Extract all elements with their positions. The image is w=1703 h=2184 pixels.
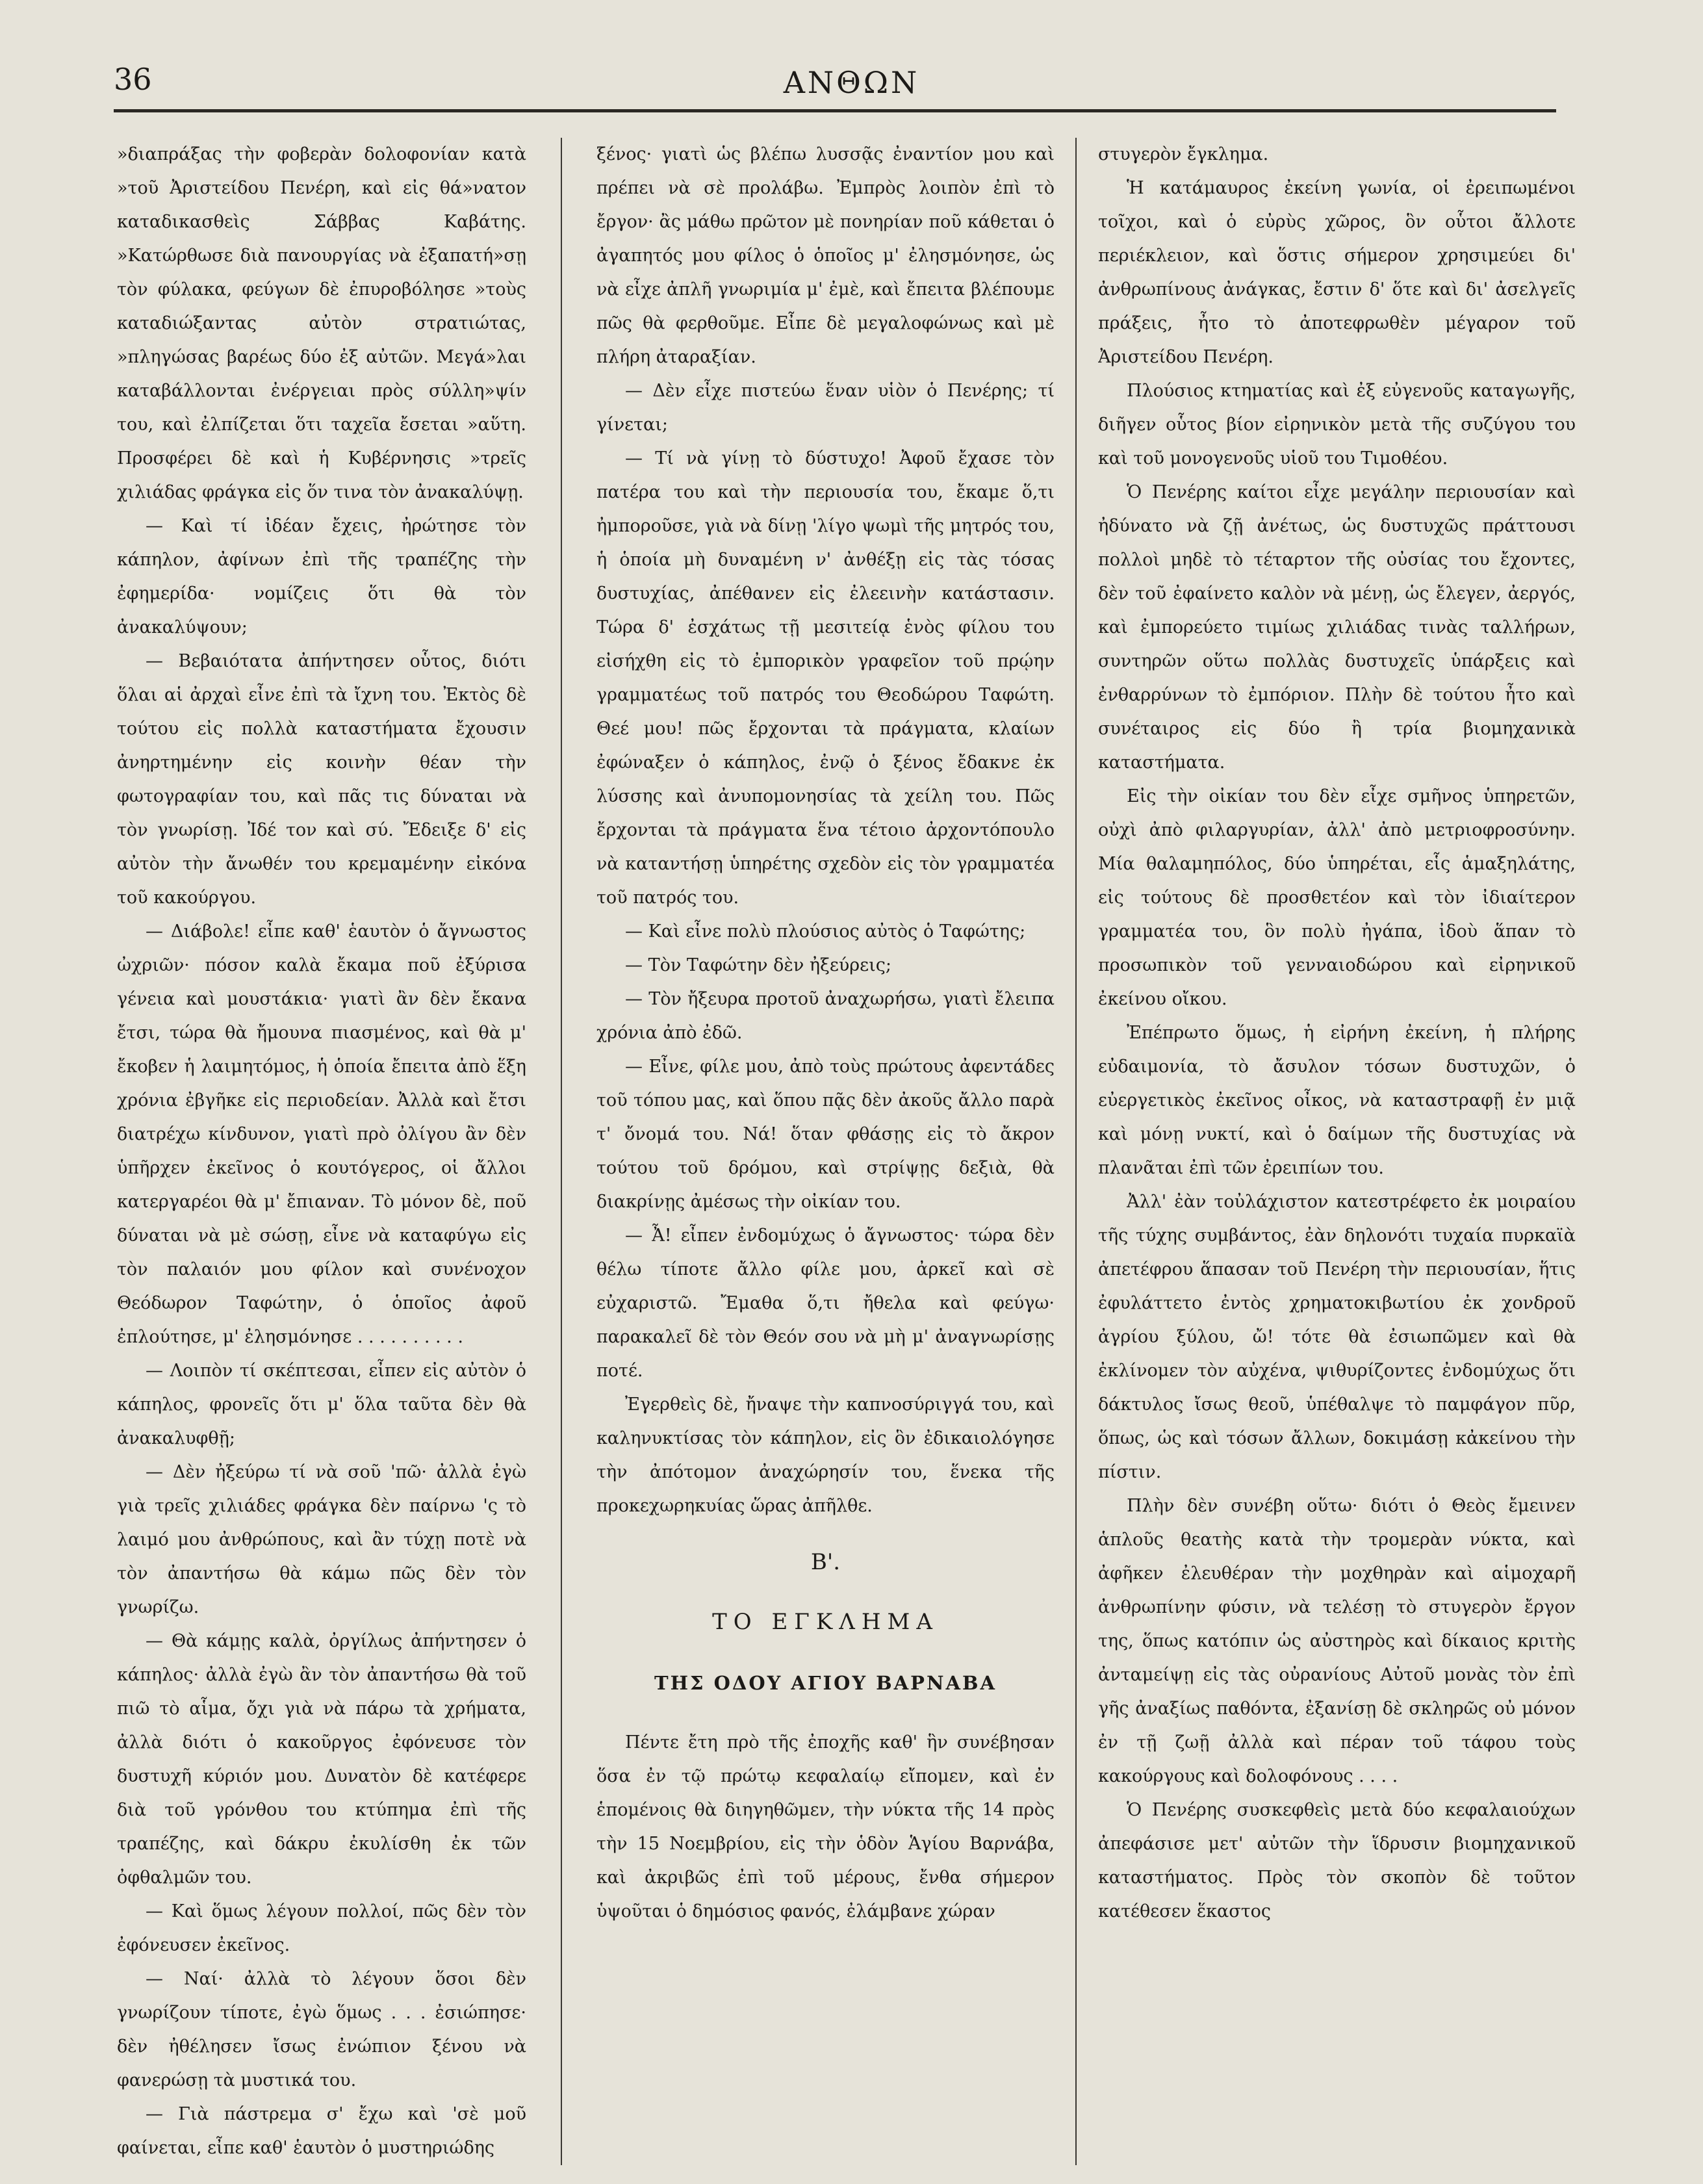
paragraph: — Θὰ κάμῃς καλὰ, ὀργίλως ἀπήντησεν ὁ κάπηλος· ἀλλὰ ἐγὼ ἂν τὸν ἀπαντήσω θὰ τοῦ πιῶ τὸ αἷμα, ὄχι γιὰ νὰ πάρω τὰ χρήματα, ἀλλὰ διότι ὁ κακοῦργος ἐφόνευσε τὸν δυστυχῆ κύριόν μου. Δυνατὸν δὲ κατέφερε διὰ τοῦ γρόνθου του κτύπημα ἐπὶ τῆς τραπέζης, καὶ δάκρυ ἐκυλίσθη ἐκ τῶν ὀφθαλμῶν του. <box>117 1631 526 1888</box>
paragraph: — Γιὰ πάστρεμα σ' ἔχω καὶ 'σὲ μοῦ φαίνεται, εἶπε καθ' ἑαυτὸν ὁ μυστηριώδης <box>117 2104 526 2158</box>
paragraph: — Τί νὰ γίνῃ τὸ δύστυχο! Ἀφοῦ ἔχασε τὸν πατέρα του καὶ τὴν περιουσία του, ἔκαμε ὅ,τι ἠμποροῦσε, γιὰ νὰ δίνῃ 'λίγο ψωμὶ τῆς μητρός του, ἡ ὁποία μὴ δυναμένη ν' ἀνθέξῃ εἰς τὰς τόσας δυστυχίας, ἀπέθανεν εἰς ἐλεεινὴν κατάστασιν. Τώρα δ' ἐσχάτως τῇ μεσιτείᾳ ἑνὸς φίλου του εἰσήχθη εἰς τὸ ἐμπορικὸν γραφεῖον τοῦ πρῴην γραμματέως τοῦ πατρός του Θεοδώρου Ταφώτη. Θεέ μου! πῶς ἔρχονται τὰ πράγματα, κλαίων ἐφώναξεν ὁ κάπηλος, ἐνῷ ὁ ξένος ἔδακνε ἐκ λύσσης καὶ ἀνυπομονησίας τὰ χείλη του. Πῶς ἔρχονται τὰ πράγματα ἕνα τέτοιο ἀρχοντόπουλο νὰ καταντήσῃ ὑπηρέτης σχεδὸν εἰς τὸν γραμματέα τοῦ πατρός του. <box>596 448 1055 908</box>
paragraph: Ἀλλ' ἐὰν τοὐλάχιστον κατεστρέφετο ἐκ μοιραίου τῆς τύχης συμβάντος, ἐὰν δηλονότι τυχαία πυρκαϊὰ ἀπετέφρου ἅπασαν τοῦ Πενέρη τὴν περιουσίαν, ἥτις ἐφυλάττετο ἐντὸς χρηματοκιβωτίου ἐκ χονδροῦ ἀγρίου ξύλου, ὤ! τότε θὰ ἐσιωπῶμεν καὶ θὰ ἐκλίνομεν τὸν αὐχένα, ψιθυρίζοντες ἐνδομύχως ὅτι δάκτυλος ἴσως θεοῦ, ὑπέθαλψε τὸ παμφάγον πῦρ, ὅπως, ὡς καὶ τόσων ἄλλων, δοκιμάσῃ κἀκείνου τὴν πίστιν. <box>1098 1192 1576 1482</box>
paragraph: — Τὸν ἤξευρα προτοῦ ἀναχωρήσω, γιατὶ ἔλειπα χρόνια ἀπὸ ἐδῶ. <box>596 989 1055 1043</box>
section-title: ΤΟ ΕΓΚΛΗΜΑ <box>712 1609 939 1635</box>
page-number: 36 <box>114 62 152 97</box>
paragraph: — Καὶ ὅμως λέγουν πολλοί, πῶς δὲν τὸν ἐφόνευσεν ἐκεῖνος. <box>117 1901 526 1955</box>
paragraph: »διαπράξας τὴν φοβερὰν δολοφονίαν κατὰ »τοῦ Ἀριστείδου Πενέρη, καὶ εἰς θά»νατον καταδικασθεὶς Σάββας Καβάτης. »Κατώρθωσε διὰ πανουργίας νὰ ἐξαπατή»σῃ τὸν φύλακα, φεύγων δὲ ἐπυροβόλησε »τοὺς καταδιώξαντας αὐτὸν στρατιώτας, »πληγώσας βαρέως δύο ἐξ αὐτῶν. Μεγά»λαι καταβάλλονται ἐνέργειαι πρὸς σύλλη»ψίν του, καὶ ἐλπίζεται ὅτι ταχεῖα ἔσεται »αὕτη. Προσφέρει δὲ καὶ ἡ Κυβέρνησις »τρεῖς χιλιάδας φράγκα εἰς ὅν τινα τὸν ἀνακαλύψῃ. <box>117 144 526 502</box>
paragraph: Πλὴν δὲν συνέβη οὕτω· διότι ὁ Θεὸς ἔμεινεν ἁπλοῦς θεατὴς κατὰ τὴν τρομερὰν νύκτα, καὶ ἀφῆκεν ἐλευθέραν τὴν μοχθηρὰν καὶ αἱμοχαρῆ ἀνθρωπίνην φύσιν, νὰ τελέσῃ τὸ στυγερὸν ἔργον της, ὅπως κατόπιν ὡς αὐστηρὸς καὶ δίκαιος κριτὴς ἀνταμείψῃ εἰς τὰς οὐρανίους Αὐτοῦ μονὰς τὸν ἐπὶ γῆς ἀναξίως παθόντα, ἐξανίσῃ δὲ σκληρῶς οὐ μόνον ἐν τῇ ζωῇ ἀλλὰ καὶ πέραν τοῦ τάφου τοὺς κακούργους καὶ δολοφόνους . . . . <box>1098 1496 1576 1786</box>
column-1 <box>117 138 526 2172</box>
paragraph: — Λοιπὸν τί σκέπτεσαι, εἶπεν εἰς αὐτὸν ὁ κάπηλος, φρονεῖς ὅτι μ' ὅλα ταῦτα δὲν θὰ ἀνακαλυφθῇ; <box>117 1361 526 1448</box>
paragraph: — Ναί· ἀλλὰ τὸ λέγουν ὅσοι δὲν γνωρίζουν τίποτε, ἐγὼ ὅμως . . . ἐσιώπησε· δὲν ἠθέλησεν ἴσως ἐνώπιον ξένου νὰ φανερώσῃ τὰ μυστικά του. <box>117 1969 526 2090</box>
paragraph: — Εἶνε, φίλε μου, ἀπὸ τοὺς πρώτους ἀφεντάδες τοῦ τόπου μας, καὶ ὅπου πᾷς δὲν ἀκοῦς ἄλλο παρὰ τ' ὄνομά του. Νά! ὅταν φθάσῃς εἰς τὸ ἄκρον τούτου τοῦ δρόμου, καὶ στρίψῃς δεξιὰ, θὰ διακρίνῃς ἀμέσως τὴν οἰκίαν του. <box>596 1057 1055 1212</box>
paragraph: — Τὸν Ταφώτην δὲν ἠξεύρεις; <box>625 955 891 975</box>
paragraph: Πέντε ἔτη πρὸ τῆς ἐποχῆς καθ' ἣν συνέβησαν ὅσα ἐν τῷ πρώτῳ κεφαλαίῳ εἴπομεν, καὶ ἐν ἑπομένοις θὰ διηγηθῶμεν, τὴν νύκτα τῆς 14 πρὸς τὴν 15 Νοεμβρίου, εἰς τὴν ὁδὸν Ἁγίου Βαρνάβα, καὶ ἀκριβῶς ἐπὶ τοῦ μέρους, ἔνθα σήμερον ὑψοῦται ὁ δημόσιος φανός, ἐλάμβανε χώραν <box>596 1732 1055 1921</box>
paragraph: — Ἆ! εἶπεν ἐνδομύχως ὁ ἄγνωστος· τώρα δὲν θέλω τίποτε ἄλλο φίλε μου, ἀρκεῖ καὶ σὲ εὐχαριστῶ. Ἔμαθα ὅ,τι ἤθελα καὶ φεύγω· παρακαλεῖ δὲ τὸν Θεόν σου νὰ μὴ μ' ἀναγνωρίσῃς ποτέ. <box>596 1226 1055 1381</box>
paragraph: Πλούσιος κτηματίας καὶ ἐξ εὐγενοῦς καταγωγῆς, διῆγεν οὗτος βίον εἰρηνικὸν μετὰ τῆς συζύγου του καὶ τοῦ μονογενοῦς υἱοῦ του Τιμοθέου. <box>1098 381 1576 469</box>
paragraph: ξένος· γιατὶ ὡς βλέπω λυσσᾷς ἐναντίον μου καὶ πρέπει νὰ σὲ προλάβω. Ἐμπρὸς λοιπὸν ἐπὶ τὸ ἔργον· ἂς μάθω πρῶτον μὲ πονηρίαν ποῦ κάθεται ὁ ἀγαπητός μου φίλος ὁ ὁποῖος μ' ἐλησμόνησε, ὡς νὰ εἶχε ἀπλῆ γνωριμία μ' ἐμὲ, καὶ ἔπειτα βλέπουμε πῶς θὰ φερθοῦμε. Εἶπε δὲ μεγαλοφώνως καὶ μὲ πλήρη ἀταραξίαν. <box>596 144 1055 367</box>
paragraph: — Καὶ τί ἰδέαν ἔχεις, ἠρώτησε τὸν κάπηλον, ἀφίνων ἐπὶ τῆς τραπέζης τὴν ἐφημερίδα· νομίζεις ὅτι θὰ τὸν ἀνακαλύψουν; <box>117 516 526 637</box>
column-rule <box>561 138 562 2165</box>
section-subtitle: ΤΗΣ ΟΔΟΥ ΑΓΙΟΥ ΒΑΡΝΑΒΑ <box>654 1672 997 1694</box>
column-rule <box>1075 138 1077 2165</box>
paragraph: Ὁ Πενέρης συσκεφθεὶς μετὰ δύο κεφαλαιούχων ἀπεφάσισε μετ' αὐτῶν τὴν ἵδρυσιν βιομηχανικοῦ καταστήματος. Πρὸς τὸν σκοπὸν δὲ τοῦτον κατέθεσεν ἕκαστος <box>1098 1800 1576 1921</box>
paragraph: Ὁ Πενέρης καίτοι εἶχε μεγάλην περιουσίαν καὶ ἠδύνατο νὰ ζῇ ἀνέτως, ὡς δυστυχῶς πράττουσι πολλοὶ μηδὲ τὸ τέταρτον τῆς οὐσίας του ἔχοντες, δὲν τοῦ ἐφαίνετο καλὸν νὰ μένῃ, ὡς ἔλεγεν, ἀεργός, καὶ ἐμπορεύετο τιμίως χιλιάδας τινὰς ταλλήρων, συντηρῶν οὕτω πολλὰς δυστυχεῖς ὑπάρξεις καὶ ἐνθαρρύνων τὸ ἐμπόριον. Πλὴν δὲ τούτου ἦτο καὶ συνέταιρος εἰς δύο ἢ τρία βιομηχανικὰ καταστήματα. <box>1098 482 1576 773</box>
paragraph: — Βεβαιότατα ἀπήντησεν οὗτος, διότι ὅλαι αἱ ἀρχαὶ εἶνε ἐπὶ τὰ ἴχνη του. Ἐκτὸς δὲ τούτου εἰς πολλὰ καταστήματα ἔχουσιν ἀνηρτημένην εἰς κοινὴν θέαν τὴν φωτογραφίαν του, καὶ πᾶς τις δύναται νὰ τὸν γνωρίσῃ. Ἰδέ τον καὶ σύ. Ἔδειξε δ' εἰς αὐτὸν τὴν ἄνωθέν του κρεμαμένην εἰκόνα τοῦ κακούργου. <box>117 651 526 908</box>
paragraph: στυγερὸν ἔγκλημα. <box>1098 144 1269 164</box>
paragraph: Ἐγερθεὶς δὲ, ἤναψε τὴν καπνοσύριγγά του, καὶ καληνυκτίσας τὸν κάπηλον, εἰς ὃν ἐδικαιολόγησε τὴν ἀπότομον ἀναχώρησίν του, ἕνεκα τῆς προκεχωρηκυίας ὥρας ἀπῆλθε. <box>596 1394 1055 1516</box>
paragraph: — Δὲν ἠξεύρω τί νὰ σοῦ 'πῶ· ἀλλὰ ἐγὼ γιὰ τρεῖς χιλιάδες φράγκα δὲν παίρνω 'ς τὸ λαιμό μου ἀνθρώπους, καὶ ἂν τύχῃ ποτὲ νὰ τὸν ἀπαντήσω θὰ κάμω πῶς δὲν τὸν γνωρίζω. <box>117 1462 526 1617</box>
paragraph: Ἐπέπρωτο ὅμως, ἡ εἰρήνη ἐκείνη, ἡ πλήρης εὐδαιμονία, τὸ ἄσυλον τόσων δυστυχῶν, ὁ εὐεργετικὸς ἐκεῖνος οἶκος, νὰ καταστραφῇ ἐν μιᾷ καὶ μόνῃ νυκτί, καὶ ὁ δαίμων τῆς δυστυχίας νὰ πλανᾶται ἐπὶ τῶν ἐρειπίων του. <box>1098 1023 1576 1178</box>
column-3 <box>1098 138 1576 2172</box>
column-2 <box>596 138 1055 2172</box>
paragraph: — Δὲν εἶχε πιστεύω ἕναν υἱὸν ὁ Πενέρης; τί γίνεται; <box>596 381 1055 435</box>
running-head-title: ΑΝΘΩΝ <box>783 65 920 100</box>
header-rule <box>114 109 1556 112</box>
paragraph: Ἡ κατάμαυρος ἐκείνη γωνία, οἱ ἐρειπωμένοι τοῖχοι, καὶ ὁ εὐρὺς χῶρος, ὃν οὗτοι ἄλλοτε περιέκλειον, καὶ ὅστις σήμερον χρησιμεύει δι' ἀνθρωπίνους ἀνάγκας, ἔστιν δ' ὅτε καὶ δι' ἀσελγεῖς πράξεις, ἦτο τὸ ἀποτεφρωθὲν μέγαρον τοῦ Ἀριστείδου Πενέρη. <box>1098 178 1576 367</box>
paragraph: — Διάβολε! εἶπε καθ' ἑαυτὸν ὁ ἄγνωστος ὠχριῶν· πόσον καλὰ ἔκαμα ποῦ ἐξύρισα γένεια καὶ μουστάκια· γιατὶ ἂν δὲν ἔκανα ἔτσι, τώρα θὰ ἤμουνα πιασμένος, καὶ θὰ μ' ἔκοβεν ἡ λαιμητόμος, ἡ ὁποία ἔπειτα ἀπὸ ἕξη χρόνια ἐβγῆκε εἰς περιοδείαν. Ἀλλὰ καὶ ἔτσι διατρέχω κίνδυνον, γιατὶ πρὸ ὀλίγου ἂν δὲν ὑπῆρχεν ἐκεῖνος ὁ κουτόγερος, οἱ ἄλλοι κατεργαρέοι θὰ μ' ἔπιαναν. Τὸ μόνον δὲ, ποῦ δύναται νὰ μὲ σώσῃ, εἶνε νὰ καταφύγω εἰς τὸν παλαιόν μου φίλον καὶ συνένοχον Θεόδωρον Ταφώτην, ὁ ὁποῖος ἀφοῦ ἐπλούτησε, μ' ἐλησμόνησε . . . . . . . . . . <box>117 921 526 1347</box>
section-number: Β'. <box>810 1549 841 1575</box>
paragraph: Εἰς τὴν οἰκίαν του δὲν εἶχε σμῆνος ὑπηρετῶν, οὐχὶ ἀπὸ φιλαργυρίαν, ἀλλ' ἀπὸ μετριοφροσύνην. Μία θαλαμηπόλος, δύο ὑπηρέται, εἷς ἁμαξηλάτης, εἰς τούτους δὲ προσθετέον καὶ τὸν ἰδιαίτερον γραμματέα του, ὃν πολὺ ἠγάπα, ἰδοὺ ἅπαν τὸ προσωπικὸν τοῦ γενναιοδώρου καὶ εἰρηνικοῦ ἐκείνου οἴκου. <box>1098 786 1576 1009</box>
paragraph: — Καὶ εἶνε πολὺ πλούσιος αὐτὸς ὁ Ταφώτης; <box>625 921 1026 942</box>
